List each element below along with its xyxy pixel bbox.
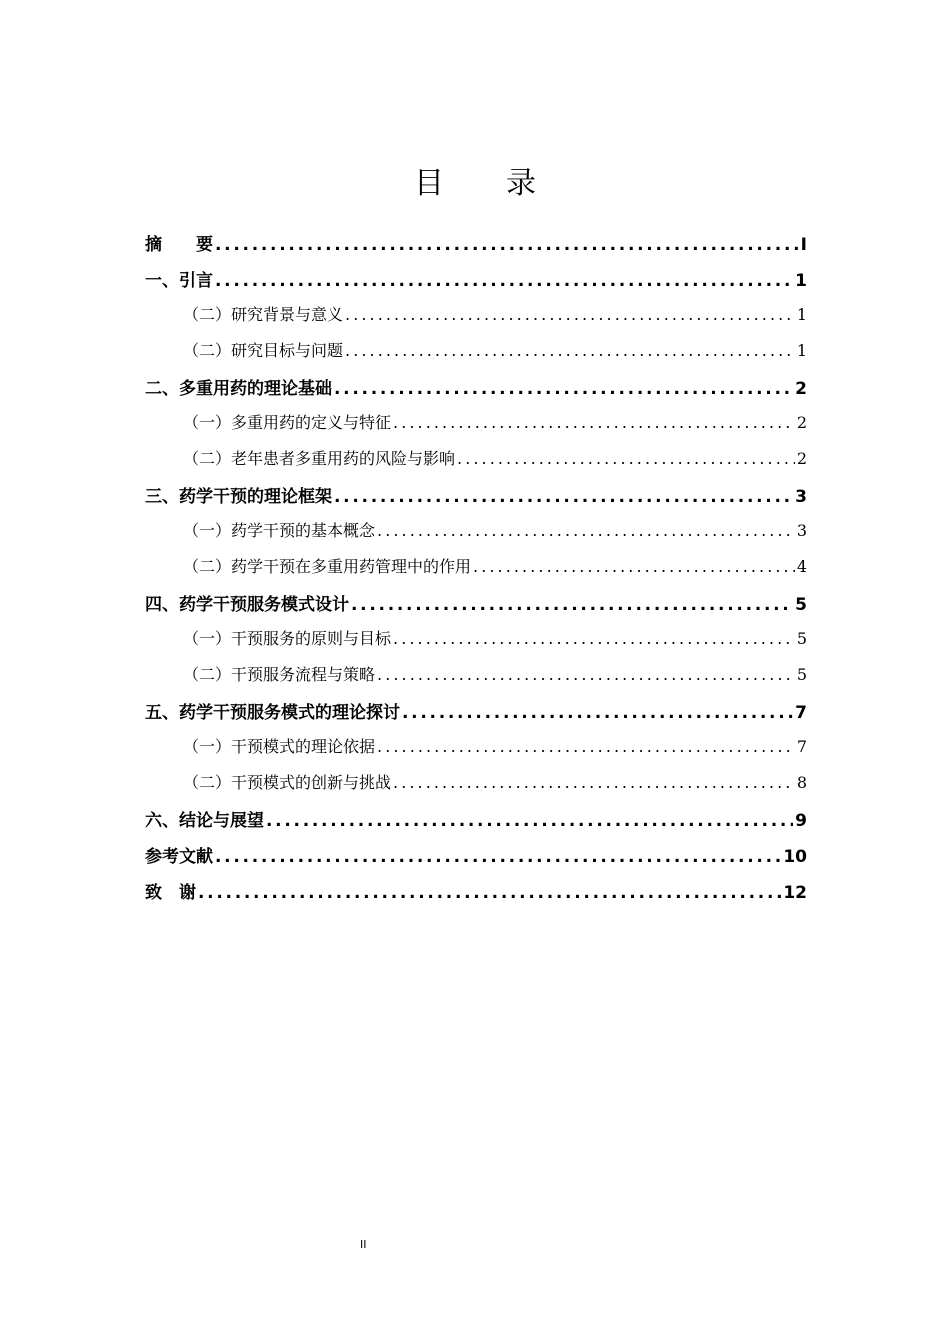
toc-entry[interactable]: [145, 266, 807, 302]
toc-entry-label: 四、药学干预服务模式设计: [145, 595, 349, 615]
toc-entry-label: （二）干预服务流程与策略: [183, 665, 376, 684]
toc-entry-label: （一）干预服务的原则与目标: [183, 629, 392, 648]
toc-leader-dots: [215, 847, 781, 867]
toc-leader-dots: [334, 379, 793, 399]
toc-leader-dots: [377, 521, 795, 540]
toc-leader-dots: [377, 737, 795, 756]
toc-entry-page: 10: [783, 847, 807, 867]
toc-title-char-1: 目: [414, 166, 444, 201]
toc-entry-page: 5: [796, 629, 807, 648]
toc-entry[interactable]: [145, 698, 807, 734]
toc-leader-dots: [393, 773, 795, 792]
toc-entry[interactable]: [145, 302, 807, 338]
toc-entry-label: （二）研究目标与问题: [183, 341, 344, 360]
toc-entry-page: 12: [783, 883, 807, 903]
toc-entry-page: 1: [795, 271, 807, 291]
toc-leader-dots: [266, 811, 793, 831]
toc-leader-dots: [345, 305, 795, 324]
toc-entry-page: 2: [796, 413, 807, 432]
toc-entry-page: 9: [795, 811, 807, 831]
toc-leader-dots: [393, 629, 795, 648]
toc-leader-dots: [334, 487, 793, 507]
toc-entry-page: 2: [796, 449, 807, 468]
toc-leader-dots: [345, 341, 795, 360]
toc-entry[interactable]: [145, 842, 807, 878]
toc-entry-page: 1: [796, 305, 807, 324]
toc-entry[interactable]: [145, 446, 807, 482]
toc-entry-label: 六、结论与展望: [145, 811, 264, 831]
toc-entry-label: （一）多重用药的定义与特征: [183, 413, 392, 432]
toc-entry[interactable]: [145, 410, 807, 446]
toc-entry[interactable]: [145, 626, 807, 662]
toc-entry[interactable]: [145, 518, 807, 554]
toc-entry[interactable]: [145, 338, 807, 374]
toc-leader-dots: [393, 413, 795, 432]
toc-entry-label: 致 谢: [145, 883, 196, 903]
toc-entry[interactable]: [145, 770, 807, 806]
toc-entry[interactable]: [145, 662, 807, 698]
toc-entry-label: 二、多重用药的理论基础: [145, 379, 332, 399]
toc-leader-dots: [351, 595, 793, 615]
toc-entry-label: （一）药学干预的基本概念: [183, 521, 376, 540]
toc-entry-page: I: [800, 235, 807, 255]
toc-entry-page: 5: [796, 665, 807, 684]
toc-leader-dots: [215, 235, 799, 255]
toc-entry-label: （一）干预模式的理论依据: [183, 737, 376, 756]
footer-page-number: II: [360, 1238, 367, 1251]
toc-entry-label: （二）老年患者多重用药的风险与影响: [183, 449, 456, 468]
toc-entry[interactable]: [145, 482, 807, 518]
toc-entry-label: 参考文献: [145, 847, 213, 867]
toc-entry-label: 摘 要: [145, 235, 213, 255]
toc-entry-page: 3: [796, 521, 807, 540]
toc-leader-dots: [402, 703, 793, 723]
toc-entry-label: （二）干预模式的创新与挑战: [183, 773, 392, 792]
toc-leader-dots: [457, 449, 795, 468]
toc-entry-page: 1: [796, 341, 807, 360]
toc-title-char-2: 录: [506, 166, 536, 201]
toc-entry-label: 一、引言: [145, 271, 213, 291]
toc-entry-label: （二）药学干预在多重用药管理中的作用: [183, 557, 472, 576]
toc-entry[interactable]: [145, 590, 807, 626]
toc-leader-dots: [215, 271, 793, 291]
toc-entry-page: 2: [795, 379, 807, 399]
toc-entry[interactable]: [145, 554, 807, 590]
toc-leader-dots: [473, 557, 795, 576]
toc-entry-page: 8: [796, 773, 807, 792]
toc-entry[interactable]: [145, 374, 807, 410]
toc-entry[interactable]: [145, 734, 807, 770]
toc-entry-label: （二）研究背景与意义: [183, 305, 344, 324]
toc-entry-page: 4: [796, 557, 807, 576]
table-of-contents: [145, 230, 807, 914]
toc-entry-page: 3: [795, 487, 807, 507]
toc-entry[interactable]: [145, 878, 807, 914]
toc-title: [0, 158, 950, 202]
toc-entry[interactable]: [145, 230, 807, 266]
toc-leader-dots: [377, 665, 795, 684]
toc-leader-dots: [198, 883, 781, 903]
toc-entry-page: 5: [795, 595, 807, 615]
toc-entry[interactable]: [145, 806, 807, 842]
toc-entry-label: 三、药学干预的理论框架: [145, 487, 332, 507]
toc-entry-page: 7: [796, 737, 807, 756]
toc-entry-label: 五、药学干预服务模式的理论探讨: [145, 703, 400, 723]
toc-entry-page: 7: [795, 703, 807, 723]
